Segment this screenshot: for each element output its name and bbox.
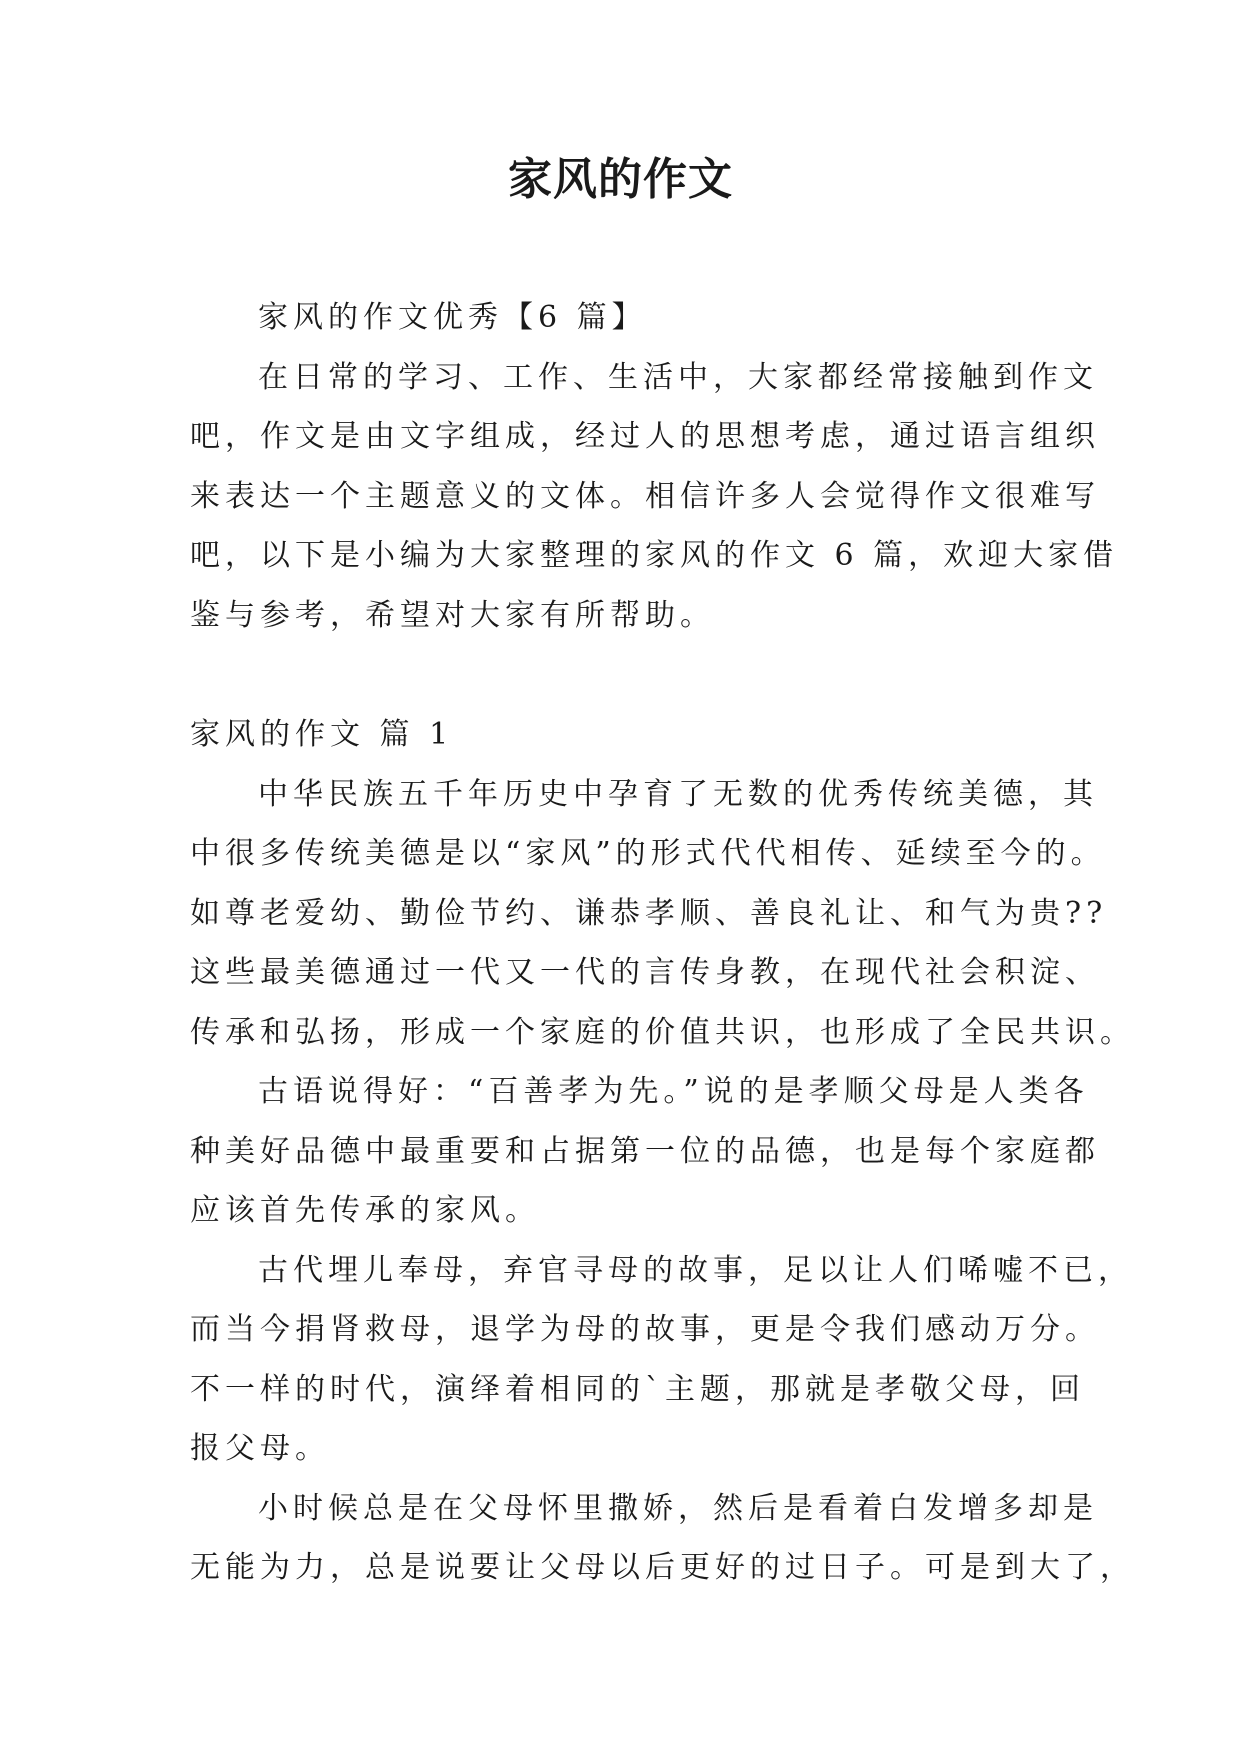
paragraph-line: 这些最美德通过一代又一代的言传身教，在现代社会积淀、 <box>190 955 1100 990</box>
intro-line: 鉴与参考，希望对大家有所帮助。 <box>190 597 715 633</box>
section-heading: 家风的作文 篇 1 <box>190 717 454 752</box>
paragraph-line: 传承和弘扬，形成一个家庭的价值共识，也形成了全民共识。 <box>190 1014 1135 1050</box>
intro-line: 在日常的学习、工作、生活中，大家都经常接触到作文 <box>258 359 1098 395</box>
intro-line: 吧，作文是由文字组成，经过人的思想考虑，通过语言组织 <box>190 419 1100 454</box>
paragraph-line: 而当今捐肾救母，退学为母的故事，更是令我们感动万分。 <box>190 1312 1100 1347</box>
paragraph-line: 报父母。 <box>190 1431 330 1466</box>
paragraph-line: 古代埋儿奉母，弃官寻母的故事，足以让人们唏嘘不已， <box>258 1252 1133 1288</box>
paragraph-line: 中很多传统美德是以“家风”的形式代代相传、延续至今的。 <box>190 836 1106 871</box>
document-body <box>190 288 1135 1598</box>
paragraph-line: 中华民族五千年历史中孕育了无数的优秀传统美德，其 <box>258 776 1098 812</box>
document-title: 家风的作文 <box>508 154 733 205</box>
paragraph-line: 小时候总是在父母怀里撒娇，然后是看着白发增多却是 <box>258 1490 1098 1526</box>
paragraph-line: 应该首先传承的家风。 <box>190 1193 540 1228</box>
paragraph-line: 古语说得好：“百善孝为先。”说的是孝顺父母是人类各 <box>258 1074 1089 1109</box>
intro-line: 来表达一个主题意义的文体。相信许多人会觉得作文很难写 <box>190 478 1100 514</box>
subtitle-line: 家风的作文优秀【6 篇】 <box>258 300 647 335</box>
paragraph-line: 不一样的时代，演绎着相同的`主题，那就是孝敬父母，回 <box>190 1371 1085 1407</box>
paragraph-line: 种美好品德中最重要和占据第一位的品德，也是每个家庭都 <box>190 1133 1100 1169</box>
paragraph-line: 如尊老爱幼、勤俭节约、谦恭孝顺、善良礼让、和气为贵?? <box>190 895 1108 931</box>
intro-line: 吧，以下是小编为大家整理的家风的作文 6 篇，欢迎大家借 <box>190 538 1119 573</box>
paragraph-line: 无能为力，总是说要让父母以后更好的过日子。可是到大了， <box>190 1550 1135 1585</box>
paragraph-gap <box>190 645 1062 705</box>
